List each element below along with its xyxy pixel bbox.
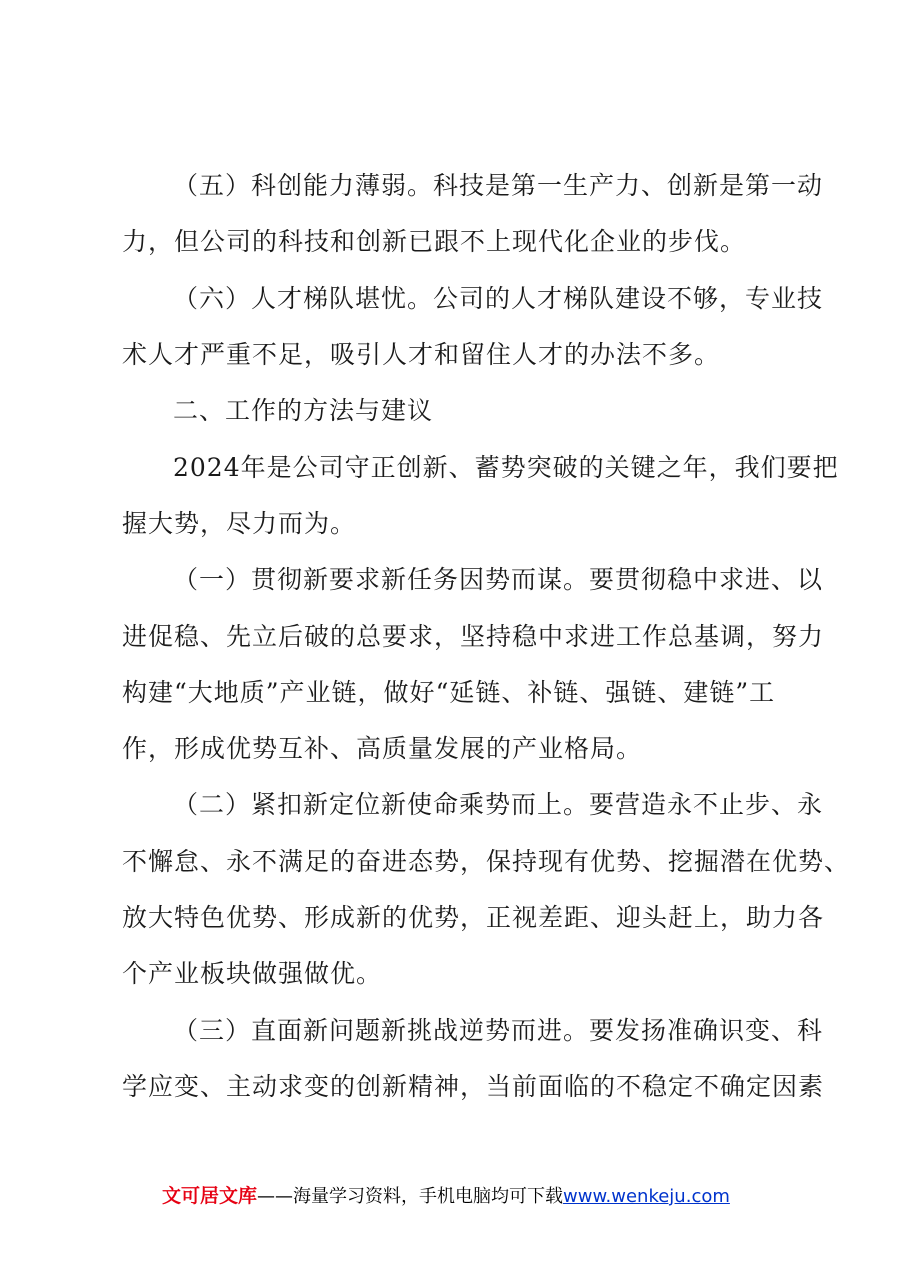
footer-brand: 文可居文库: [162, 1185, 258, 1207]
paragraph-3-line-1: （三）直面新问题新挑战逆势而进。要发扬准确识变、科: [173, 1016, 824, 1045]
paragraph-1-line-2: 进促稳、先立后破的总要求，坚持稳中求进工作总基调，努力: [122, 622, 825, 651]
paragraph-1-line-3: 构建“大地质”产业链，做好“延链、补链、强链、建链”工: [122, 678, 776, 707]
section-heading: 二、工作的方法与建议: [173, 396, 434, 425]
paragraph-5-line-2: 力，但公司的科技和创新已跟不上现代化企业的步伐。: [122, 227, 747, 256]
paragraph-6-line-1: （六）人才梯队堪忧。公司的人才梯队建设不够，专业技: [173, 284, 824, 313]
footer-banner: [162, 1184, 730, 1209]
intro-line-1: 2024年是公司守正创新、蓄势突破的关键之年，我们要把: [173, 453, 839, 482]
paragraph-3-line-2: 学应变、主动求变的创新精神，当前面临的不稳定不确定因素: [122, 1072, 825, 1101]
paragraph-2-line-2: 不懈怠、永不满足的奋进态势，保持现有优势、挖掘潜在优势、: [122, 847, 851, 876]
paragraph-2-line-3: 放大特色优势、形成新的优势，正视差距、迎头赶上，助力各: [122, 903, 825, 932]
paragraph-1-line-4: 作，形成优势互补、高质量发展的产业格局。: [122, 734, 643, 763]
footer-text: ——海量学习资料，手机电脑均可下载: [257, 1186, 564, 1207]
paragraph-2-line-1: （二）紧扣新定位新使命乘势而上。要营造永不止步、永: [173, 790, 824, 819]
intro-line-2: 握大势，尽力而为。: [122, 509, 357, 538]
paragraph-6-line-2: 术人才严重不足，吸引人才和留住人才的办法不多。: [122, 340, 721, 369]
footer-link[interactable]: www.wenkeju.com: [563, 1186, 730, 1207]
paragraph-1-line-1: （一）贯彻新要求新任务因势而谋。要贯彻稳中求进、以: [173, 565, 824, 594]
paragraph-5-line-1: （五）科创能力薄弱。科技是第一生产力、创新是第一动: [173, 171, 824, 200]
paragraph-2-line-4: 个产业板块做强做优。: [122, 959, 383, 988]
